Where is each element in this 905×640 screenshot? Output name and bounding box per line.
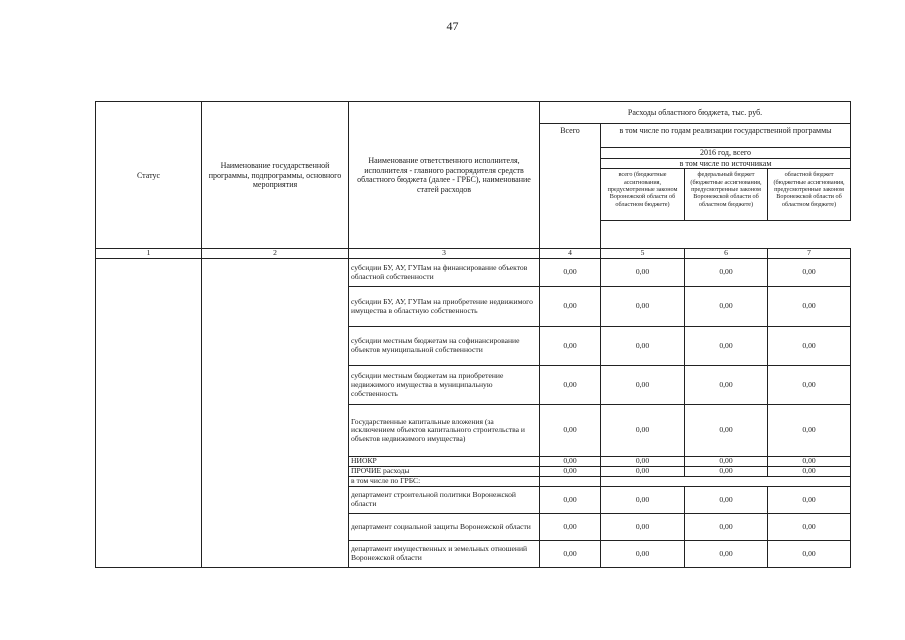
value-source-total: 0,00 bbox=[601, 514, 685, 541]
value-regional: 0,00 bbox=[768, 457, 851, 467]
column-number: 3 bbox=[349, 249, 540, 259]
header-source-federal: федеральный бюджет (бюджетные ассигнования, предусмотренные законом Воронежской области об областном бюджете) bbox=[685, 169, 768, 221]
value-federal: 0,00 bbox=[685, 327, 768, 366]
program-cell bbox=[202, 259, 349, 568]
column-number: 5 bbox=[601, 249, 685, 259]
value-source-total: 0,00 bbox=[601, 259, 685, 287]
value-source-total: 0,00 bbox=[601, 327, 685, 366]
row-label: департамент социальной защиты Воронежской области bbox=[349, 514, 540, 541]
row-label: департамент строительной политики Воронежской области bbox=[349, 487, 540, 514]
value-regional: 0,00 bbox=[768, 514, 851, 541]
value-total: 0,00 bbox=[540, 514, 601, 541]
value-source-total: 0,00 bbox=[601, 467, 685, 477]
value-total: 0,00 bbox=[540, 541, 601, 568]
row-label: субсидии БУ, АУ, ГУПам на приобретение недвижимого имущества в областную собственность bbox=[349, 287, 540, 327]
value-source-total bbox=[601, 477, 685, 487]
value-total: 0,00 bbox=[540, 467, 601, 477]
value-total: 0,00 bbox=[540, 487, 601, 514]
value-total bbox=[540, 477, 601, 487]
value-total: 0,00 bbox=[540, 457, 601, 467]
column-number: 2 bbox=[202, 249, 349, 259]
value-total: 0,00 bbox=[540, 287, 601, 327]
value-source-total: 0,00 bbox=[601, 457, 685, 467]
value-total: 0,00 bbox=[540, 259, 601, 287]
value-federal: 0,00 bbox=[685, 366, 768, 405]
header-by-sources: в том числе по источникам bbox=[601, 159, 851, 169]
table-row bbox=[96, 259, 851, 287]
header-executor: Наименование ответственного исполнителя, исполнителя - главного распорядителя средств областного бюджета (далее - ГРБС), наименование статей расходов bbox=[349, 102, 540, 249]
column-number: 7 bbox=[768, 249, 851, 259]
row-label: Государственные капитальные вложения (за исключением объектов капитального строительства и объектов недвижимого имущества) bbox=[349, 405, 540, 457]
row-label: субсидии местным бюджетам на приобретение недвижимого имущества в муниципальную собственность bbox=[349, 366, 540, 405]
status-cell bbox=[96, 259, 202, 568]
page-number: 47 bbox=[446, 19, 459, 33]
header-year: 2016 год, всего bbox=[601, 148, 851, 159]
value-regional: 0,00 bbox=[768, 259, 851, 287]
column-number: 1 bbox=[96, 249, 202, 259]
value-regional: 0,00 bbox=[768, 541, 851, 568]
value-regional: 0,00 bbox=[768, 467, 851, 477]
value-regional: 0,00 bbox=[768, 366, 851, 405]
row-label: субсидии местным бюджетам на софинансирование объектов муниципальной собственности bbox=[349, 327, 540, 366]
value-federal: 0,00 bbox=[685, 467, 768, 477]
header-program-name: Наименование государственной программы, подпрограммы, основного мероприятия bbox=[202, 102, 349, 249]
value-federal bbox=[685, 477, 768, 487]
row-label: ПРОЧИЕ расходы bbox=[349, 467, 540, 477]
value-total: 0,00 bbox=[540, 327, 601, 366]
header-source-regional: областной бюджет (бюджетные ассигнования, предусмотренные законом Воронежской области об областном бюджете) bbox=[768, 169, 851, 221]
value-federal: 0,00 bbox=[685, 259, 768, 287]
value-regional: 0,00 bbox=[768, 487, 851, 514]
value-source-total: 0,00 bbox=[601, 287, 685, 327]
row-label: департамент имущественных и земельных отношений Воронежской области bbox=[349, 541, 540, 568]
row-label: субсидии БУ, АУ, ГУПам на финансирование объектов областной собственности bbox=[349, 259, 540, 287]
header-source-total: всего (бюджетные ассигнования, предусмотренные законом Воронежской области об областном бюджете) bbox=[601, 169, 685, 221]
value-source-total: 0,00 bbox=[601, 405, 685, 457]
value-regional bbox=[768, 477, 851, 487]
header-expenses: Расходы областного бюджета, тыс. руб. bbox=[540, 102, 851, 124]
value-total: 0,00 bbox=[540, 366, 601, 405]
column-number: 6 bbox=[685, 249, 768, 259]
column-number: 4 bbox=[540, 249, 601, 259]
row-label: в том числе по ГРБС: bbox=[349, 477, 540, 487]
value-federal: 0,00 bbox=[685, 541, 768, 568]
header-total: Всего bbox=[540, 124, 601, 249]
value-federal: 0,00 bbox=[685, 287, 768, 327]
value-federal: 0,00 bbox=[685, 457, 768, 467]
value-regional: 0,00 bbox=[768, 327, 851, 366]
value-federal: 0,00 bbox=[685, 487, 768, 514]
row-label: НИОКР bbox=[349, 457, 540, 467]
budget-table bbox=[95, 101, 851, 568]
value-federal: 0,00 bbox=[685, 405, 768, 457]
value-federal: 0,00 bbox=[685, 514, 768, 541]
header-by-years: в том числе по годам реализации государственной программы bbox=[601, 124, 851, 148]
header-status: Статус bbox=[96, 102, 202, 249]
value-source-total: 0,00 bbox=[601, 487, 685, 514]
value-source-total: 0,00 bbox=[601, 366, 685, 405]
value-total: 0,00 bbox=[540, 405, 601, 457]
value-regional: 0,00 bbox=[768, 405, 851, 457]
value-source-total: 0,00 bbox=[601, 541, 685, 568]
value-regional: 0,00 bbox=[768, 287, 851, 327]
